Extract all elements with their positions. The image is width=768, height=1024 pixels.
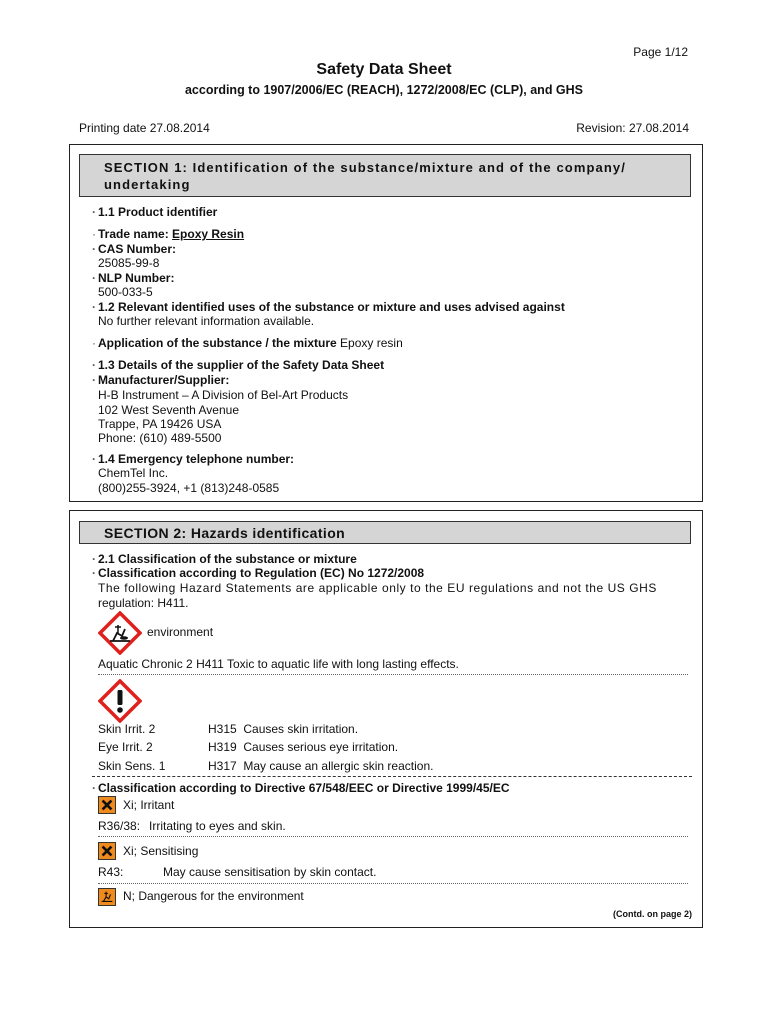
aquatic-class: Aquatic Chronic 2 [98, 657, 193, 671]
hazard-text: May cause an allergic skin reaction. [243, 759, 434, 773]
dead-tree-fish-icon [98, 888, 116, 906]
section-1-heading: SECTION 1: Identification of the substance/mixture and of the company/ undertaking [79, 154, 691, 197]
xi-sensitising-label: Xi; Sensitising [123, 844, 199, 858]
emergency-line: (800)255-3924, +1 (813)248-0585 [98, 481, 280, 495]
application-row [98, 336, 403, 350]
regulation-text: The following Hazard Statements are applicable only to the EU regulations and not the US GHS [98, 581, 657, 595]
aquatic-row [98, 657, 459, 671]
r-phrase-code: R43: [98, 865, 124, 879]
document-title: Safety Data Sheet [316, 61, 452, 78]
hazard-code: H315 [208, 722, 237, 736]
directive-heading: · Classification according to Directive 67/548/EEC or Directive 1999/45/EC [98, 781, 510, 795]
hazard-code: H317 [208, 759, 237, 773]
dotted-separator [98, 836, 688, 837]
section-1-box [69, 144, 703, 502]
hazard-class: Skin Sens. 1 [98, 759, 166, 773]
cas-value: 25085-99-8 [98, 256, 160, 270]
dashed-separator [92, 776, 692, 777]
emergency-heading: · 1.4 Emergency telephone number: [98, 452, 294, 466]
cas-label: · CAS Number: [98, 242, 176, 256]
hazard-code: H319 [208, 740, 237, 754]
exclamation-pictogram-icon [98, 679, 142, 723]
section-2-box [69, 510, 703, 928]
xi-irritant-label: Xi; Irritant [123, 798, 175, 812]
address-line: 102 West Seventh Avenue [98, 403, 239, 417]
product-identifier-heading: · 1.1 Product identifier [98, 205, 217, 219]
application-label: Application of the substance / the mixture [98, 336, 337, 350]
environment-label: environment [147, 625, 214, 639]
trade-name-label: Trade name: [98, 227, 169, 241]
continued-note: (Contd. on page 2) [613, 909, 692, 919]
dotted-separator [98, 883, 688, 884]
application-value: Epoxy resin [340, 336, 403, 350]
hazard-text: Causes serious eye irritation. [243, 740, 399, 754]
classification-heading: · 2.1 Classification of the substance or mixture [98, 552, 357, 566]
address-line: Trappe, PA 19426 USA [98, 417, 222, 431]
aquatic-code: H411 [196, 657, 224, 671]
nlp-label: · NLP Number: [98, 271, 174, 285]
hazard-statement [208, 759, 433, 773]
phone-line: Phone: (610) 489-5500 [98, 431, 222, 445]
hazard-class: Skin Irrit. 2 [98, 722, 156, 736]
hazard-text: Causes skin irritation. [243, 722, 359, 736]
section-2-heading: SECTION 2: Hazards identification [79, 521, 691, 544]
hazard-statement [208, 740, 398, 754]
address-line: H-B Instrument – A Division of Bel-Art Products [98, 388, 349, 402]
hazard-class: Eye Irrit. 2 [98, 740, 153, 754]
dotted-separator [98, 674, 688, 675]
page-number: Page 1/12 [633, 45, 688, 59]
r-phrase-text: Irritating to eyes and skin. [149, 819, 286, 833]
document-subtitle: according to 1907/2006/EC (REACH), 1272/2008/EC (CLP), and GHS [184, 83, 584, 97]
n-environment-label: N; Dangerous for the environment [123, 889, 304, 903]
revision-date: Revision: 27.08.2014 [576, 121, 689, 135]
regulation-heading: · Classification according to Regulation (EC) No 1272/2008 [98, 566, 424, 580]
printing-date: Printing date 27.08.2014 [79, 121, 210, 135]
uses-text: No further relevant information available. [98, 314, 315, 328]
uses-heading: · 1.2 Relevant identified uses of the substance or mixture and uses advised against [98, 300, 565, 314]
aquatic-text: Toxic to aquatic life with long lasting effects. [226, 657, 459, 671]
r-phrase-code: R36/38: [98, 819, 141, 833]
environment-pictogram-icon [98, 611, 142, 655]
hazard-statement [208, 722, 358, 736]
emergency-line: ChemTel Inc. [98, 466, 169, 480]
manufacturer-label: · Manufacturer/Supplier: [98, 373, 229, 387]
trade-name-value: Epoxy Resin [172, 227, 245, 241]
r-phrase-text: May cause sensitisation by skin contact. [163, 865, 377, 879]
x-cross-icon [98, 842, 116, 860]
supplier-heading: · 1.3 Details of the supplier of the Safety Data Sheet [98, 358, 384, 372]
trade-name-row [98, 227, 244, 241]
regulation-text: regulation: H411. [98, 596, 189, 610]
nlp-value: 500-033-5 [98, 285, 153, 299]
x-cross-icon [98, 796, 116, 814]
